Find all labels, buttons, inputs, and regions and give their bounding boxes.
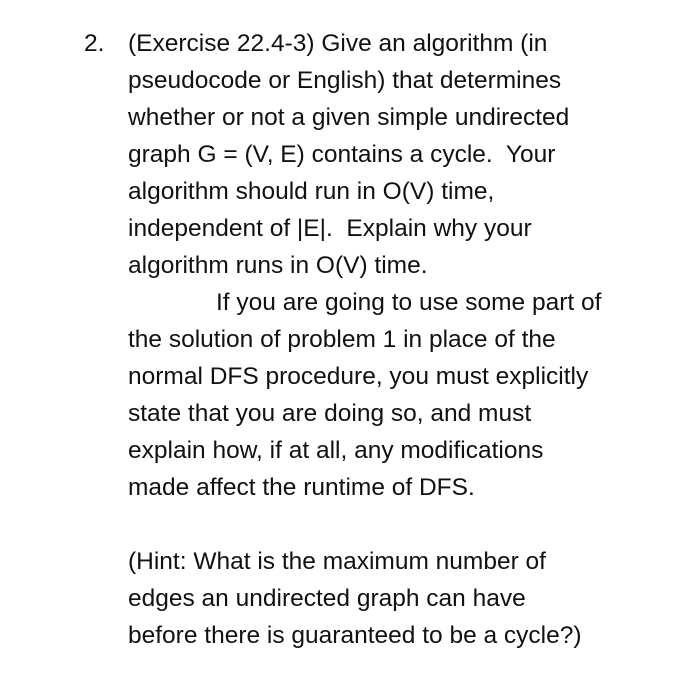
text-line: explain how, if at all, any modifications [128,437,544,464]
text-line: pseudocode or English) that determines [128,67,562,94]
problem-number: 2. [84,30,105,57]
text-line: before there is guaranteed to be a cycle?) [128,622,582,649]
text-line: algorithm runs in O(V) time. [128,252,428,279]
text-line: algorithm should run in O(V) time, [128,178,495,205]
paragraph-spacer [128,506,688,543]
text-line: (Exercise 22.4-3) Give an algorithm (in [128,30,548,57]
text-line: normal DFS procedure, you must explicitly [128,363,589,390]
problem-text [128,25,688,654]
text-line: the solution of problem 1 in place of the [128,326,556,353]
text-line: graph G = (V, E) contains a cycle. Your [128,141,556,168]
paragraph-instructions [128,284,688,506]
paragraph-hint [128,543,688,654]
text-line: made affect the runtime of DFS. [128,474,475,501]
text-line: If you are going to use some part of [216,289,602,316]
text-line: independent of |E|. Explain why your [128,215,532,242]
text-line: whether or not a given simple undirected [128,104,570,131]
text-line: state that you are doing so, and must [128,400,532,427]
text-line: (Hint: What is the maximum number of [128,548,546,575]
text-line: edges an undirected graph can have [128,585,526,612]
paragraph-question [128,25,688,284]
